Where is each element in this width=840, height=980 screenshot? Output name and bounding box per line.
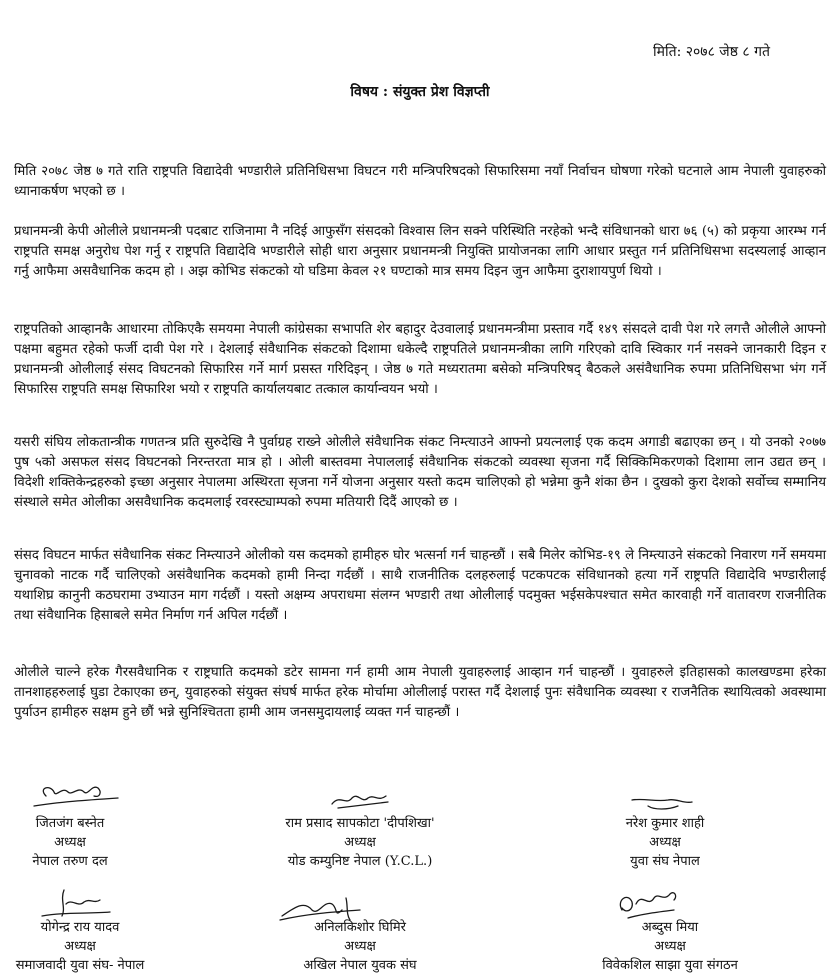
- signatory-org: अखिल नेपाल युवक संघ: [303, 958, 417, 973]
- signatory-name: नरेश कुमार शाही: [625, 816, 705, 831]
- signature-3-image: [628, 792, 698, 814]
- signatory-name: राम प्रसाद सापकोटा 'दीपशिखा': [285, 816, 435, 831]
- signatory-org: नेपाल तरुण दल: [32, 854, 108, 869]
- signatory-3: [590, 814, 740, 871]
- paragraph-4: यसरी संघिय लोकतान्त्रीक गणतन्त्र प्रति सुरुदेखि नै पुर्वाग्रह राख्ने ओलीले संवैधानिक संकट निम्त्याउने आफ्नो प्रयत्नलाई एक कदम अगाडी बढाएका छन् । यो उनको २०७७ पुष ५को असफल संसद विघटनको निरन्तरता मात्र हो । ओली बास्तवमा नेपाललाई संवैधानिक संकटको व्यवस्था सृजना गर्दै सिक्किमिकरणको दिशामा लान उद्यत छन् । विदेशी शक्तिकेन्द्रहरुको इच्छा अनुसार नेपालमा अस्थिरता सृजना गर्ने योजना अनुसार यस्तो कदम चालिएको हो भन्नेमा कुनै शंका छैन । दुखको कुरा देशको सर्वोच्च सम्मानिय संस्थाले समेत ओलीका असवैधानिक कदमलाई रवरस्ट्याम्पको रुपमा मतियारी दिदैं आएको छ ।: [14, 435, 826, 510]
- signatory-title: अध्यक्ष: [64, 939, 96, 954]
- paragraph-6: ओलीले चाल्ने हरेक गैरसवैधानिक र राष्ट्रघाति कदमको डटेर सामना गर्न हामी आम नेपाली युवाहरुलाई आव्हान गर्न चाहन्छौं । युवाहरुले इतिहासको कालखण्डमा हरेका तानशाहहरुलाई घुडा टेकाएका छन्, युवाहरुको संयुक्त संघर्ष मार्फत हरेक मोर्चामा ओलीलाई परास्त गर्दै देशलाई पुनः संवैधानिक व्यवस्था र राजनैतिक स्थायित्वको अवस्थामा पुर्याउन हामीहरु सक्षम हुने छौं भन्ने सुनिश्चितता हामी आम जनसमुदायलाई व्यक्त गर्न चाहन्छौं ।: [14, 665, 826, 720]
- signatory-name: अनिलकिशोर घिमिरे: [314, 920, 406, 935]
- signatory-title: अध्यक्ष: [344, 939, 376, 954]
- signatory-name: अब्दुस मिया: [641, 920, 699, 935]
- signatory-org: योड कम्युनिष्ट नेपाल (Y.C.L.): [287, 854, 433, 869]
- signatory-org: विवेकशिल साझा युवा संगठन: [602, 958, 738, 973]
- signatory-org: समाजवादी युवा संघ- नेपाल: [15, 958, 145, 973]
- paragraph-2: प्रधानमन्त्री केपी ओलीले प्रधानमन्त्री पदबाट राजिनामा नै नदिई आफुसँग संसदको विश्वास लिन सक्ने परिस्थिति नरहेको भन्दै संविधानको धारा ७६ (५) को प्रकृया आरम्भ गर्न राष्ट्रपति समक्ष अनुरोध पेश गर्नु र राष्ट्रपति विद्यादेवि भण्डारीले सोही धारा अनुसार प्रधानमन्त्री नियुक्ति प्रायोजनका लागि आधार प्रस्तुत गर्न प्रतिनिधिसभा सदस्यलाई आव्हान गर्नु आफैमा असवैधानिक कदम हो । अझ कोभिड संकटको यो घडिमा केवल २१ घण्टाको मात्र समय दिइन जुन आफैमा दुराशायपुर्ण थियो ।: [14, 224, 826, 279]
- signatory-title: अध्यक्ष: [344, 835, 376, 850]
- signatory-5: [230, 918, 490, 975]
- signature-4-image: [36, 886, 116, 922]
- signatory-1: [0, 814, 140, 871]
- signatory-title: अध्यक्ष: [654, 939, 686, 954]
- signatory-title: अध्यक्ष: [54, 835, 86, 850]
- signature-2-image: [328, 788, 398, 812]
- signature-1-image: [28, 776, 128, 812]
- document-subject: विषय : संयुक्त प्रेश विज्ञप्ती: [350, 84, 490, 100]
- paragraph-5: संसद विघटन मार्फत संवैधानिक संकट निम्त्याउने ओलीको यस कदमको हामीहरु घोर भत्सर्ना गर्न चाहन्छौं । सबै मिलेर कोभिड-१९ ले निम्त्याउने संकटको निवारण गर्ने समयमा चुनावको नाटक गर्दै चालिएको असंवैधानिक कदमको हामी निन्दा गर्दछौं । साथै राजनीतिक दलहरुलाई पटकपटक संविधानको हत्या गर्ने राष्ट्रपति विद्यादेवि भण्डारीलाई यथाशिघ्र कानुनी कठघरामा उभ्याउन माग गर्दछौं । यस्तो अक्षम्य अपराधमा संलग्न भण्डारी तथा ओलीलाई पदमुक्त भईसकेपश्चात समेत कारवाही गर्ने वातावरण राजनीतिक तथा संवैधानिक हिसाबले समेत निर्माण गर्न अपिल गर्दछौं ।: [14, 548, 826, 623]
- document-date: मिति: २०७८ जेष्ठ ८ गते: [652, 44, 770, 60]
- signatory-2: [230, 814, 490, 871]
- paragraph-3: राष्ट्रपतिको आव्हानकै आधारमा तोकिएकै समयमा नेपाली कांग्रेसका सभापति शेर बहादुर देउवालाई प्रधानमन्त्रीमा प्रस्ताव गर्दै १४९ संसदले दावी पेश गरे लगत्तै ओलीले आफ्नो पक्षमा बहुमत रहेको फर्जी दावी पेश गरे । देशलाई संवैधानिक संकटको दिशामा धकेल्दै राष्ट्रपतिले प्रधानमन्त्रीका लागि गरिएको दावि स्विकार गर्न नसक्ने जानकारी दिइन र प्रधानमन्त्री ओलीलाई संसद विघटनको सिफारिस गर्ने मार्ग प्रसस्त गरिदिइन् । जेष्ठ ७ गते मध्यरातमा बसेको मन्त्रिपरिषद् बैठकले असंवैधानिक रुपमा प्रतिनिधिसभा भंग गर्ने सिफारिस राष्ट्रपति समक्ष सिफारिश भयो र राष्ट्रपति कार्यालयबाट तत्काल कार्यान्वयन भयो ।: [14, 322, 826, 397]
- paragraph-1: मिति २०७८ जेष्ठ ७ गते राति राष्ट्रपति विद्यादेवी भण्डारीले प्रतिनिधिसभा विघटन गरी मन्त्रिपरिषदको सिफारिसमा नयाँ निर्वाचन घोषणा गरेको घटनाले आम नेपाली युवाहरुको ध्यानाकर्षण भएको छ ।: [14, 164, 826, 199]
- signatory-name: योगेन्द्र राय यादव: [40, 920, 120, 935]
- signatory-org: युवा संघ नेपाल: [630, 854, 700, 869]
- signatory-4: [0, 918, 160, 975]
- signatory-6: [560, 918, 780, 975]
- signatory-name: जितजंग बस्नेत: [35, 816, 105, 831]
- signatory-title: अध्यक्ष: [649, 835, 681, 850]
